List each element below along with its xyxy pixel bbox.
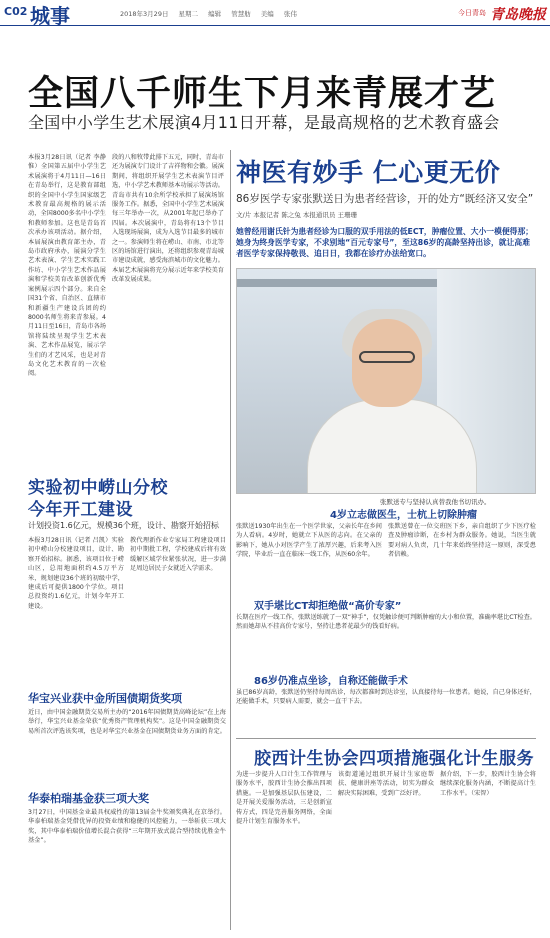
huatai-headline: 华泰柏瑞基金获三项大奖 xyxy=(28,792,149,805)
school-subheadline: 计划投资1.6亿元，规模36个班，设计、勘察开始招标 xyxy=(28,521,219,530)
designer-name: 张伟 xyxy=(283,10,297,18)
jiaoxi-text-1: 为进一步提升人口计生工作管理与服务水平，胶西计生协会推出四项措施。一是加强基层队伍建设，二是开展关爱服务活动，三是创新宣传方式，四是完善服务网络，全面提升计划生育服务水平。 xyxy=(236,771,332,826)
editor-label: 编辑 xyxy=(208,10,222,18)
school-text-2: 教代理新作业专家局工程建设项目初中期批工程，学校建成后将有效缓解区域学位紧张状况，进一步满足周边居民子女就近入学需求。 xyxy=(130,537,226,573)
section-title: 城事 xyxy=(30,4,70,28)
feature-subhead-2: 双手堪比CT却拒绝做“高价专家” xyxy=(254,601,402,612)
feature-byline: 文/片 本报记者 陈之兔 本报通讯员 王珊珊 xyxy=(236,211,357,219)
photo-face xyxy=(352,319,422,407)
feature-text-1b: 张默送曾在一位交班医下乡，亲自组织了少下医疗检查及肿瘤诊断，在乡村为群众服务。她说，当医生就要对病人负责，几十年来始终坚持这一原则，深受患者信赖。 xyxy=(388,523,536,559)
editor-name: 管慧舫 xyxy=(231,10,251,18)
huabao-text: 近日，由中国金融期货交易所主办的“2016年国债期货高峰论坛”在上海举行，华宝兴业基金荣获“优秀资产管理机构奖”。这是中国金融期货交易所首次评选该奖项，也是对华宝兴业基金在国债期货业务方面的肯定。 xyxy=(28,709,226,735)
feature-lead: 她曾经用谢氏针为患者经诊为口服的双手用法的低ECT，肿瘤位置、大小一模便得那；她身为终身医学专家，不求别地“百元专家号”，至这86岁的高龄坚持出诊，就让高难者医学专家保持敬畏、追日日，我都在诊疗办法给宽口。 xyxy=(236,227,534,258)
page-number: C02 xyxy=(4,5,28,18)
jiaoxi-headline: 胶西计生协会四项措施强化计生服务 xyxy=(254,749,534,769)
bottom-story-rule xyxy=(236,738,536,739)
huabao-headline: 华宝兴业获中金所国债期货奖项 xyxy=(28,692,182,705)
newspaper-logo: 青岛晚报 xyxy=(490,7,546,23)
brand-section: 今日青岛 xyxy=(458,9,486,17)
photo-caption: 张默送专与坚持认真替我他书切讯办。 xyxy=(380,498,491,506)
designer-label: 美编 xyxy=(260,10,274,18)
feature-text-2: 长期在医疗一线工作，张默送练就了一双“神手”，仅凭触诊便可判断肿瘤的大小和位置，准确率堪比CT检查。然而她却从不挂高价专家号，坚持让患者花最少的钱看好病。 xyxy=(236,614,536,631)
main-story-col-1: 本报3月28日讯（记者 李静惟）全国第五届中小学生艺术展演将于4月11日—16日在青岛举行，这是教育部组织的全国中小学生国家级艺术教育最高规格的展示活动，全国8000多名中小学生和教师参加。这也是青岛首次承办该项活动。据介绍，本届展演由教育部主办，青岛市政府承办，展演分学生艺术表演、学生艺术实践工作坊、中小学生艺术作品展演和学校美育改革创新优秀案例展示四个部分。来自全国31个省、自治区、直辖市和新疆生产建设兵团的约8000名师生将来青参展。4月11日至16日，青岛市各场馆将陆续呈现学生艺术表演、艺术作品展览，展示学生们的才艺风采，也是对青岛文化艺术教育的一次检阅。 xyxy=(28,154,106,378)
doctor-photo xyxy=(236,268,536,494)
school-headline-line-2: 今年开工建设 xyxy=(28,500,133,520)
photo-glasses xyxy=(359,351,415,363)
feature-subhead-3: 86岁仍准点坐诊，自称还能做手术 xyxy=(254,676,408,687)
feature-headline: 神医有妙手 仁心更无价 xyxy=(236,158,501,187)
header-meta xyxy=(120,9,305,18)
school-headline xyxy=(28,477,168,521)
jiaoxi-text-3: 据介绍，下一步，胶西计生协会将继续深化服务内涵，不断提高计生工作水平。（宋智） xyxy=(440,771,536,797)
feature-subheadline: 86岁医学专家张默送日为患者经营诊，开的处方“既经济又安全” xyxy=(236,193,534,205)
school-text-1: 本报3月28日讯（记者 吕凯）实验初中崂山分校建设项目，设计、勘察开始招标。据悉，该项目位于崂山区，总用地面积约4.5万平方米，规划建设36个班的初级中学，建成后可提供1800个学位。项目总投资约1.6亿元，计划今年开工建设。 xyxy=(28,537,124,610)
jiaoxi-text-2: 该街道通过组织开展计生家庭帮扶、健康讲座等活动，切实为群众解决实际困难，受到广泛好评。 xyxy=(338,771,434,797)
feature-text-1: 张默送1930年出生在一个医学世家，父亲长年在乡间为人看病。4岁时，她就立下从医的志向。在父亲的影响下，她从小对医学产生了浓厚兴趣，后来考入医学院，毕业后一直在临床一线工作，从医60余年。 xyxy=(236,523,382,559)
main-story-col-2: 段的八和牧带此排下五元，同时，青岛市还为展演专门设计了吉祥物和会徽。展演期间，将组织开展学生艺术表演节目评选，中小学艺术教师基本功展示等活动。青岛市共有10余所学校承担了展演场馆服务工作。据悉，全国中小学生艺术展演每三年举办一次，从2001年起已举办了四届。本次展演中，青岛将有13个节目入选现场展演，成为入选节目最多的城市之一。参演师生将在崂山、市南、市北等区的场馆进行演出，还将组织参观青岛城市建设成就，感受海滨城市的文化魅力。本届艺术展演将充分展示近年来学校美育改革发展成果。 xyxy=(112,154,224,284)
feature-text-3: 虽已86岁高龄，张默送仍坚持每周出诊，每次都准时到达诊室，认真接待每一位患者。她说，自己身体还好，还能做手术，只要病人需要，就会一直干下去。 xyxy=(236,689,536,706)
column-divider xyxy=(230,150,231,930)
page-header xyxy=(0,0,550,26)
main-headline: 全国八千师生下月来青展才艺 xyxy=(28,74,497,114)
weekday: 星期二 xyxy=(178,10,199,18)
main-subheadline: 全国中小学生艺术展演4月11日开幕，是最高规格的艺术教育盛会 xyxy=(28,113,500,132)
feature-subhead-1: 4岁立志做医生，士杭上切除肿瘤 xyxy=(330,510,477,521)
issue-date: 2018年3月29日 xyxy=(120,10,169,18)
huatai-text: 3月27日，中国基金业最具权威性的第13届金牛奖颁奖典礼在京举行。华泰柏瑞基金凭借优异的投资业绩和稳健的风控能力，一举斩获三项大奖，其中华泰柏瑞价值增长混合获得“三年期开放式混合型持续优胜金牛基金”。 xyxy=(28,809,226,845)
school-headline-line-1: 实验初中崂山分校 xyxy=(28,478,168,498)
